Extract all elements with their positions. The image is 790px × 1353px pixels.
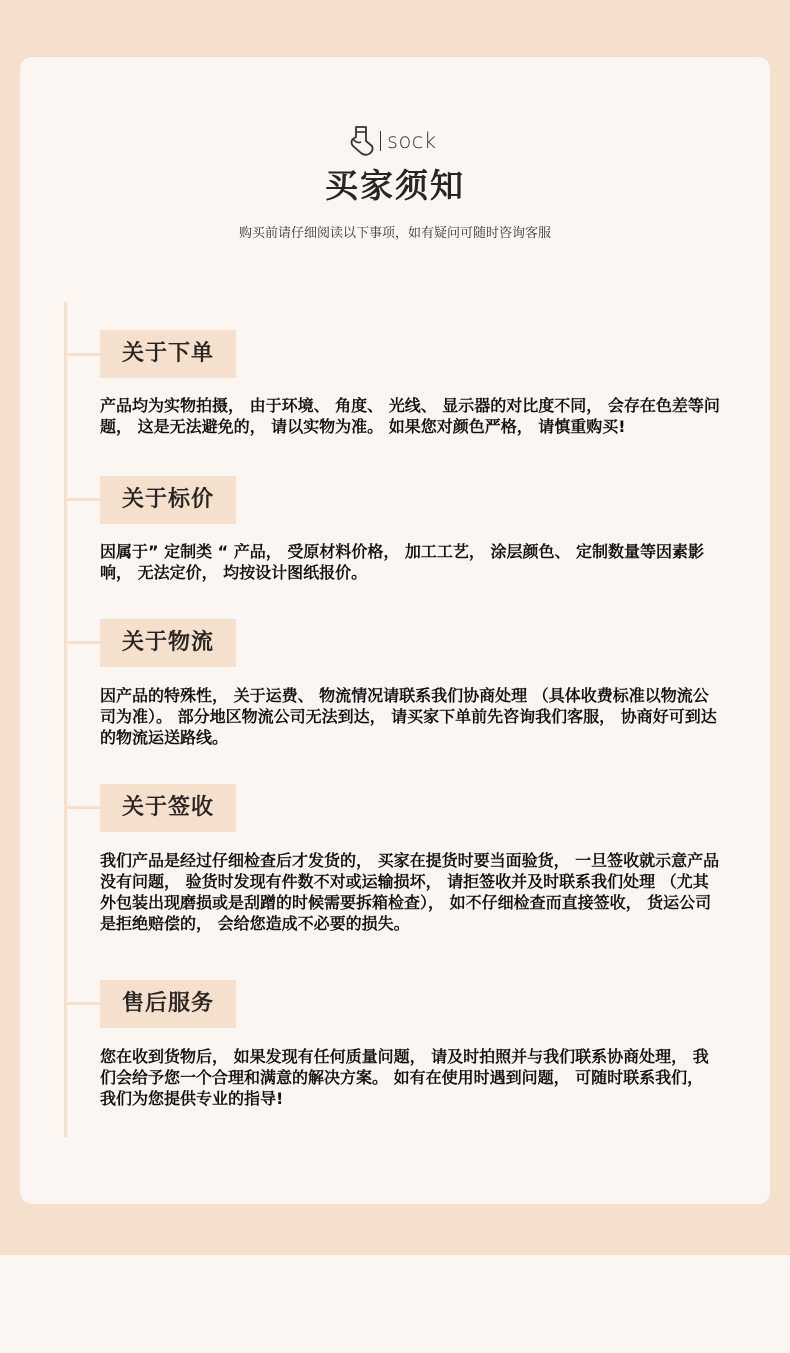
- brand-logo: [348, 125, 437, 157]
- timeline-tick: [67, 498, 101, 501]
- page-title: 买家须知: [325, 166, 465, 205]
- timeline-line: [64, 302, 67, 1137]
- section-body-pricing: 因属于” 定制类 “ 产品， 受原材料价格， 加工工艺， 涂层颜色、 定制数量等因素影响， 无法定价， 均按设计图纸报价。: [100, 542, 705, 582]
- brand-text: sock: [387, 129, 437, 153]
- section-title-pricing: 关于标价: [100, 476, 236, 524]
- logo-divider: [380, 131, 381, 151]
- section-body-logistics: 因产品的特殊性， 关于运费、 物流情况请联系我们协商处理 （具体收费标准以物流公司为准）。 部分地区物流公司无法到达， 请买家下单前先咨询我们客服， 协商好可到达的物流运送路线。: [100, 686, 717, 747]
- timeline-tick: [67, 1002, 101, 1005]
- section-title-after-sales: 售后服务: [100, 980, 236, 1028]
- section-title-ordering: 关于下单: [100, 330, 236, 378]
- section-title-logistics: 关于物流: [100, 619, 236, 667]
- section-body-ordering: 产品均为实物拍摄， 由于环境、 角度、 光线、 显示器的对比度不同， 会存在色差等问题， 这是无法避免的， 请以实物为准。 如果您对颜色严格， 请慎重购买!: [100, 396, 720, 436]
- sock-icon: [348, 125, 374, 157]
- section-body-signing: 我们产品是经过仔细检查后才发货的， 买家在提货时要当面验货， 一旦签收就示意产品没有问题， 验货时发现有件数不对或运输损坏， 请拒签收并及时联系我们处理 （尤其外包装出现磨损或是刮蹭的时候需要拆箱检查）， 如不仔细检查而直接签收， 货运公司是拒绝赔偿的， 会给您造成不必要的损失。: [100, 851, 720, 933]
- section-title-signing: 关于签收: [100, 784, 236, 832]
- section-body-after-sales: 您在收到货物后， 如果发现有任何质量问题， 请及时拍照并与我们联系协商处理， 我们会给予您一个合理和满意的解决方案。 如有在使用时遇到问题， 可随时联系我们， 我们为您提供专业的指导!: [100, 1047, 709, 1108]
- page-subtitle: 购买前请仔细阅读以下事项，如有疑问可随时咨询客服: [238, 226, 551, 241]
- timeline-tick: [67, 353, 101, 356]
- timeline-tick: [67, 641, 101, 644]
- timeline-tick: [67, 806, 101, 809]
